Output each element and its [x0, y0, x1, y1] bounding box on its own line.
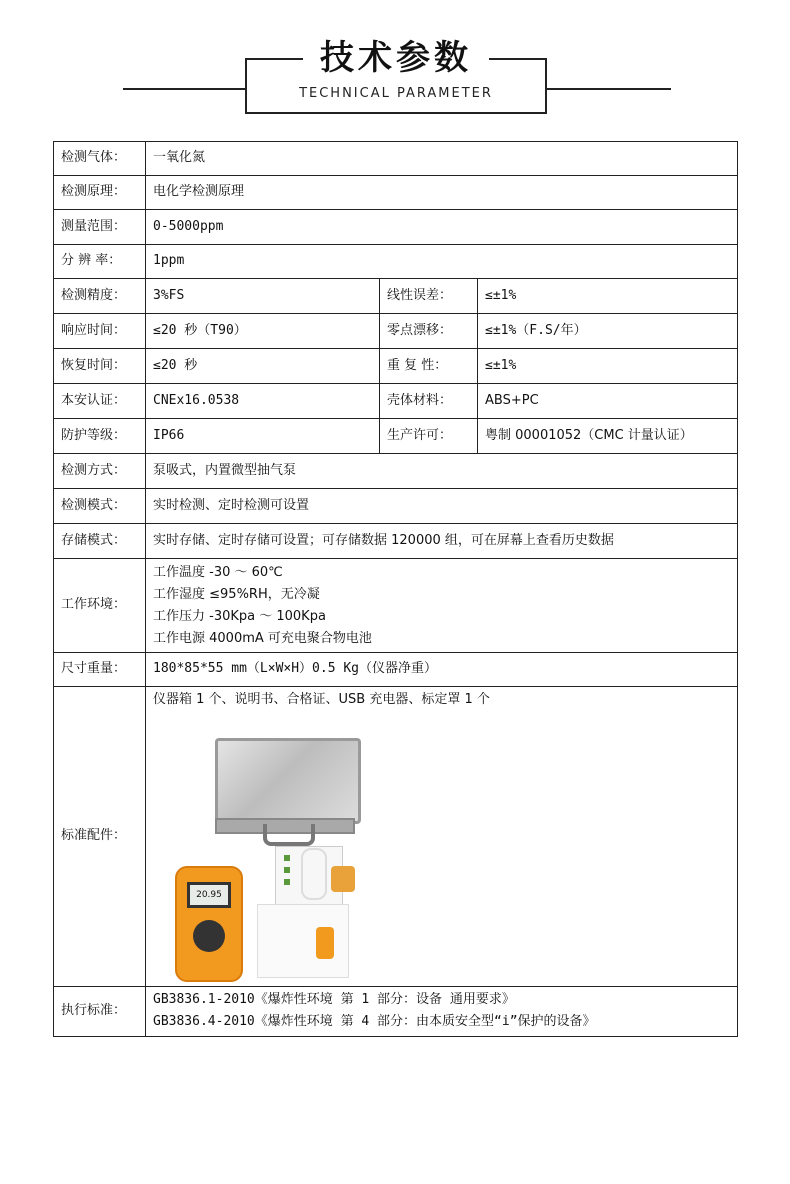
accuracy-label: 检测精度： [54, 279, 146, 314]
repeat-value: ≤±1% [478, 349, 738, 384]
mode-label: 检测模式： [54, 489, 146, 524]
table-row [54, 245, 738, 279]
usb-cable [301, 848, 327, 900]
accuracy-value: 3%FS [146, 279, 380, 314]
standard-line: GB3836.1-2010《爆炸性环境 第 1 部分：设备 通用要求》 [153, 992, 515, 1008]
accessories-cell [146, 687, 738, 987]
table-row [54, 524, 738, 559]
env-line: 工作电源 4000mA 可充电聚合物电池 [153, 630, 372, 646]
protection-label: 防护等级： [54, 419, 146, 454]
spec-table [53, 141, 738, 1037]
zero-drift-value: ≤±1%（F.S/年） [478, 314, 738, 349]
table-row [54, 176, 738, 210]
license-label: 生产许可： [380, 419, 478, 454]
carry-case [215, 738, 361, 824]
env-line: 工作湿度 ≤95%RH，无冷凝 [153, 586, 320, 602]
env-line: 工作压力 -30Kpa ～ 100Kpa [153, 608, 326, 624]
license-value: 粤制 00001052（CMC 计量认证） [478, 419, 738, 454]
zero-drift-label: 零点漂移： [380, 314, 478, 349]
standard-label: 执行标准： [54, 986, 146, 1036]
linearity-label: 线性误差： [380, 279, 478, 314]
cert-label: 本安认证： [54, 384, 146, 419]
table-row [54, 279, 738, 314]
calibration-cap [331, 866, 355, 892]
range-value: 0-5000ppm [146, 210, 738, 245]
gas-value: 一氧化氮 [146, 142, 738, 176]
size-label: 尺寸重量： [54, 653, 146, 687]
resolution-value: 1ppm [146, 245, 738, 279]
mode-value: 实时检测、定时检测可设置 [146, 489, 738, 524]
table-row [54, 687, 738, 987]
page-subtitle: TECHNICAL PARAMETER [299, 86, 493, 101]
storage-label: 存储模式： [54, 524, 146, 559]
table-row [54, 489, 738, 524]
size-value: 180*85*55 mm（L×W×H）0.5 Kg（仪器净重） [146, 653, 738, 687]
table-row [54, 210, 738, 245]
storage-value: 实时存储、定时存储可设置；可存储数据 120000 组，可在屏幕上查看历史数据 [146, 524, 738, 559]
table-row [54, 349, 738, 384]
env-label: 工作环境： [54, 559, 146, 653]
table-row [54, 384, 738, 419]
protection-value: IP66 [146, 419, 380, 454]
response-label: 响应时间： [54, 314, 146, 349]
env-value [146, 559, 738, 653]
table-row [54, 653, 738, 687]
principle-value: 电化学检测原理 [146, 176, 738, 210]
gas-detector [175, 866, 243, 982]
response-value: ≤20 秒（T90） [146, 314, 380, 349]
accessories-label: 标准配件： [54, 687, 146, 987]
header-rule-left [123, 88, 245, 90]
detector-keypad [193, 920, 225, 952]
principle-label: 检测原理： [54, 176, 146, 210]
certificate-paper [257, 904, 349, 978]
standard-value [146, 986, 738, 1036]
env-line: 工作温度 -30 ～ 60℃ [153, 564, 283, 580]
standard-line: GB3836.4-2010《爆炸性环境 第 4 部分：由本质安全型“i”保护的设备》 [153, 1014, 596, 1030]
booklet-mark [284, 879, 290, 885]
shell-value: ABS+PC [478, 384, 738, 419]
method-label: 检测方式： [54, 454, 146, 489]
table-row [54, 314, 738, 349]
paper-device-image [316, 927, 334, 959]
resolution-label: 分 辨 率： [54, 245, 146, 279]
page-title: 技术参数 [320, 38, 472, 78]
linearity-value: ≤±1% [478, 279, 738, 314]
repeat-label: 重 复 性： [380, 349, 478, 384]
table-row [54, 986, 738, 1036]
booklet-logo [284, 855, 290, 861]
recovery-label: 恢复时间： [54, 349, 146, 384]
range-label: 测量范围： [54, 210, 146, 245]
accessories-value: 仪器箱 1 个、说明书、合格证、USB 充电器、标定罩 1 个 [153, 692, 490, 707]
table-row [54, 142, 738, 176]
shell-label: 壳体材料： [380, 384, 478, 419]
product-photo [153, 716, 453, 986]
table-row [54, 419, 738, 454]
method-value: 泵吸式，内置微型抽气泵 [146, 454, 738, 489]
header-rule-right [547, 88, 671, 90]
detector-screen: 20.95 [187, 882, 231, 908]
carry-case-handle [263, 824, 315, 846]
table-row [54, 559, 738, 653]
booklet-mark [284, 867, 290, 873]
table-row [54, 454, 738, 489]
cert-value: CNEx16.0538 [146, 384, 380, 419]
gas-label: 检测气体： [54, 142, 146, 176]
recovery-value: ≤20 秒 [146, 349, 380, 384]
